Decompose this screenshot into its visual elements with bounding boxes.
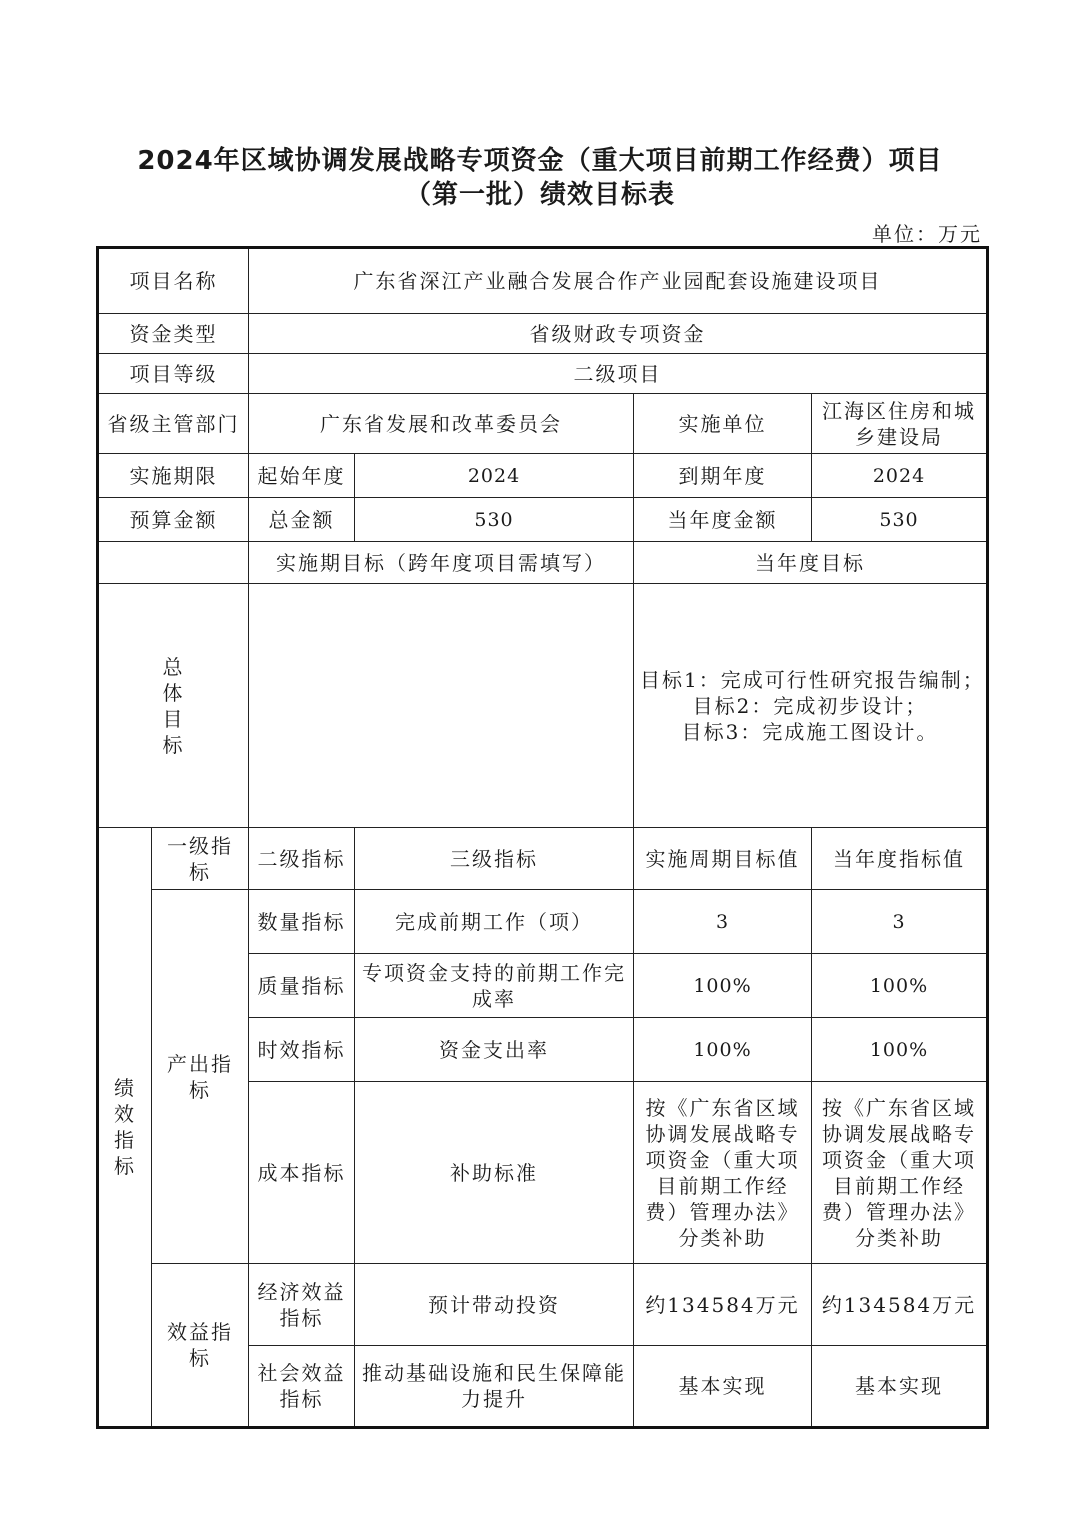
row-economic: [98, 1264, 988, 1346]
start-year-value: 2024: [355, 454, 634, 498]
row-overall-goal: [98, 584, 988, 828]
page-title-line2: （第一批）绩效目标表: [404, 180, 675, 210]
annual-target-header: 当年度指标值: [812, 828, 988, 890]
start-year-label: 起始年度: [249, 454, 355, 498]
social-level2: 社会效益指标: [249, 1346, 355, 1428]
impl-unit-label: 实施单位: [634, 394, 812, 454]
annual-goal-1: 目标1：完成可行性研究报告编制；: [640, 667, 985, 692]
quantity-annual: 3: [812, 890, 988, 954]
economic-annual: 约134584万元: [812, 1264, 988, 1346]
level1-header: 一级指标: [152, 828, 249, 890]
dept-value: 广东省发展和改革委员会: [249, 394, 634, 454]
budget-label: 预算金额: [98, 498, 249, 542]
row-department: [98, 394, 988, 454]
timeliness-level3: 资金支出率: [355, 1018, 634, 1082]
total-value: 530: [355, 498, 634, 542]
quality-level2: 质量指标: [249, 954, 355, 1018]
period-label: 实施期限: [98, 454, 249, 498]
quality-level3: 专项资金支持的前期工作完成率: [355, 954, 634, 1018]
row-project-level: [98, 354, 988, 394]
level3-header: 三级指标: [355, 828, 634, 890]
cost-annual: 按《广东省区域协调发展战略专项资金（重大项目前期工作经费）管理办法》分类补助: [812, 1082, 988, 1264]
output-indicator-label: 产出指标: [152, 890, 249, 1264]
row-goal-headers: [98, 542, 988, 584]
page-title-line1: 2024年区域协调发展战略专项资金（重大项目前期工作经费）项目: [137, 146, 943, 176]
current-amount-value: 530: [812, 498, 988, 542]
period-goal-header: 实施期目标（跨年度项目需填写）: [249, 542, 634, 584]
dept-label: 省级主管部门: [98, 394, 249, 454]
cost-level2: 成本指标: [249, 1082, 355, 1264]
end-year-value: 2024: [812, 454, 988, 498]
social-level3: 推动基础设施和民生保障能力提升: [355, 1346, 634, 1428]
benefit-indicator-label: 效益指标: [152, 1264, 249, 1428]
row-period: [98, 454, 988, 498]
performance-indicator-label: 绩效 指标: [98, 828, 152, 1428]
quantity-level2: 数量指标: [249, 890, 355, 954]
economic-level3: 预计带动投资: [355, 1264, 634, 1346]
timeliness-level2: 时效指标: [249, 1018, 355, 1082]
end-year-label: 到期年度: [634, 454, 812, 498]
cost-level3: 补助标准: [355, 1082, 634, 1264]
unit-note: 单位：万元: [872, 222, 982, 246]
period-target-header: 实施周期目标值: [634, 828, 812, 890]
social-period: 基本实现: [634, 1346, 812, 1428]
overall-goal-label: 总 体 目 标: [98, 584, 249, 828]
cost-period: 按《广东省区域协调发展战略专项资金（重大项目前期工作经费）管理办法》分类补助: [634, 1082, 812, 1264]
annual-goal-2: 目标2：完成初步设计；: [692, 693, 928, 718]
fund-type-label: 资金类型: [98, 314, 249, 354]
current-amount-label: 当年度金额: [634, 498, 812, 542]
economic-level2: 经济效益指标: [249, 1264, 355, 1346]
annual-goal-header: 当年度目标: [634, 542, 988, 584]
fund-type-value: 省级财政专项资金: [249, 314, 988, 354]
project-name-value: 广东省深江产业融合发展合作产业园配套设施建设项目: [249, 248, 988, 314]
timeliness-annual: 100%: [812, 1018, 988, 1082]
annual-goal-3: 目标3：完成施工图设计。: [681, 719, 939, 744]
performance-target-table: [96, 246, 989, 1429]
timeliness-period: 100%: [634, 1018, 812, 1082]
quality-annual: 100%: [812, 954, 988, 1018]
project-level-value: 二级项目: [249, 354, 988, 394]
economic-period: 约134584万元: [634, 1264, 812, 1346]
total-label: 总金额: [249, 498, 355, 542]
quality-period: 100%: [634, 954, 812, 1018]
annual-goals: [634, 584, 988, 828]
project-name-label: 项目名称: [98, 248, 249, 314]
level2-header: 二级指标: [249, 828, 355, 890]
social-annual: 基本实现: [812, 1346, 988, 1428]
period-goal-value: [249, 584, 634, 828]
row-indicator-headers: [98, 828, 988, 890]
goal-header-blank: [98, 542, 249, 584]
quantity-level3: 完成前期工作（项）: [355, 890, 634, 954]
impl-unit-value: 江海区住房和城乡建设局: [812, 394, 988, 454]
row-fund-type: [98, 314, 988, 354]
row-project-name: [98, 248, 988, 314]
quantity-period: 3: [634, 890, 812, 954]
project-level-label: 项目等级: [98, 354, 249, 394]
row-budget: [98, 498, 988, 542]
row-quantity: [98, 890, 988, 954]
